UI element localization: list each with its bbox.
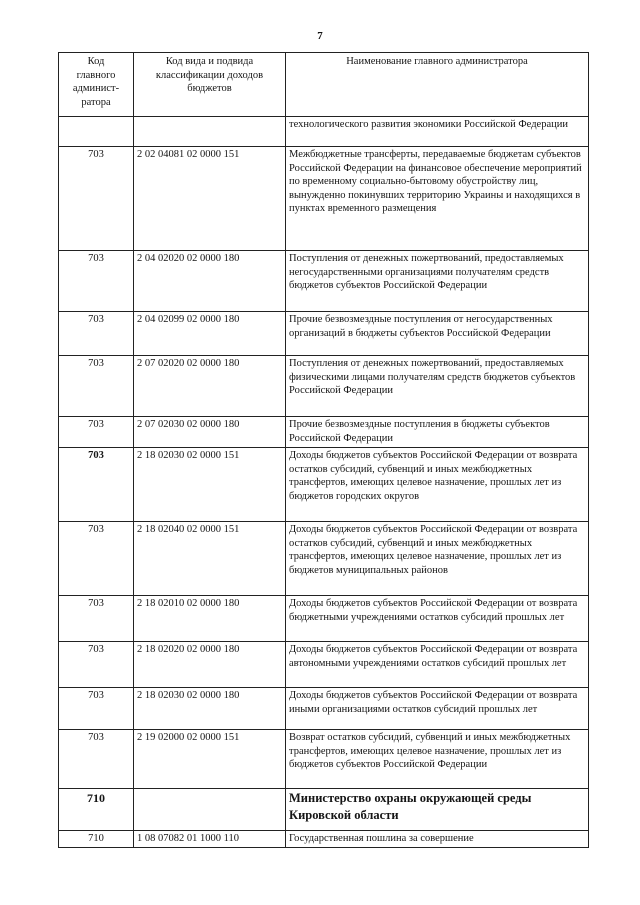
- header-admin-name: Наименование главного администратора: [286, 53, 589, 117]
- page-number: 7: [317, 30, 323, 42]
- revenue-code-cell: 2 18 02030 02 0000 151: [134, 448, 286, 522]
- revenue-code-cell: 2 18 02040 02 0000 151: [134, 522, 286, 596]
- ministry-row: [59, 789, 589, 831]
- admin-code-cell: 703: [59, 730, 134, 789]
- header-revenue-code: Код вида и подвида классификации доходов бюджетов: [134, 53, 286, 117]
- admin-code-cell: 703: [59, 356, 134, 417]
- admin-name-cell: Возврат остатков субсидий, субвенций и иных межбюджетных трансфертов, имеющих целевое назначение, прошлых лет из бюджетов субъектов Российской Федерации: [286, 730, 589, 789]
- table-row: [59, 117, 589, 147]
- admin-name-cell: Поступления от денежных пожертвований, предоставляемых физическими лицами получателям средств бюджетов субъектов Российской Федерации: [286, 356, 589, 417]
- ministry-code-cell: 710: [59, 789, 134, 831]
- admin-code-cell: 703: [59, 522, 134, 596]
- admin-code-cell: [59, 117, 134, 147]
- table-row: [59, 448, 589, 522]
- table-row: [59, 522, 589, 596]
- table-row: [59, 356, 589, 417]
- admin-name-cell: технологического развития экономики Российской Федерации: [286, 117, 589, 147]
- table-row: [59, 596, 589, 642]
- revenue-code-cell: 2 19 02000 02 0000 151: [134, 730, 286, 789]
- revenue-code-cell: 2 02 04081 02 0000 151: [134, 147, 286, 251]
- admin-code-cell: 703: [59, 417, 134, 448]
- admin-code-cell: 703: [59, 448, 134, 522]
- revenue-code-cell: 2 07 02030 02 0000 180: [134, 417, 286, 448]
- admin-name-cell: Прочие безвозмездные поступления от негосударственных организаций в бюджеты субъектов Российской Федерации: [286, 312, 589, 356]
- admin-name-cell: Доходы бюджетов субъектов Российской Федерации от возврата остатков субсидий, субвенций и иных межбюджетных трансфертов, имеющих целевое назначение, прошлых лет из бюджетов муниципальных районов: [286, 522, 589, 596]
- admin-code-cell: 703: [59, 688, 134, 730]
- admin-code-cell: 710: [59, 831, 134, 848]
- table-row: [59, 730, 589, 789]
- admin-name-cell: Межбюджетные трансферты, передаваемые бюджетам субъектов Российской Федерации на финансовое обеспечение мероприятий по временному социально-бытовому обустройству лиц, вынужденно покинувших территорию Украины и находящихся в пунктах временного размещения: [286, 147, 589, 251]
- revenue-code-cell: 1 08 07082 01 1000 110: [134, 831, 286, 848]
- revenue-code-cell: [134, 117, 286, 147]
- table-header-row: [59, 53, 589, 117]
- revenue-code-cell: 2 18 02020 02 0000 180: [134, 642, 286, 688]
- table-row: [59, 831, 589, 848]
- table-row: [59, 312, 589, 356]
- revenue-code-cell: 2 04 02020 02 0000 180: [134, 251, 286, 312]
- admin-name-cell: Поступления от денежных пожертвований, предоставляемых негосударственными организациями получателям средств бюджетов субъектов Российской Федерации: [286, 251, 589, 312]
- revenue-code-cell: 2 04 02099 02 0000 180: [134, 312, 286, 356]
- table-row: [59, 251, 589, 312]
- table-row: [59, 147, 589, 251]
- revenue-code-cell: 2 07 02020 02 0000 180: [134, 356, 286, 417]
- header-admin-code: Код главного админист-ратора: [59, 53, 134, 117]
- admin-code-cell: 703: [59, 642, 134, 688]
- admin-name-cell: Доходы бюджетов субъектов Российской Федерации от возврата автономными учреждениями остатков субсидий прошлых лет: [286, 642, 589, 688]
- table-row: [59, 642, 589, 688]
- admin-code-cell: 703: [59, 251, 134, 312]
- admin-name-cell: Доходы бюджетов субъектов Российской Федерации от возврата иными организациями остатков субсидий прошлых лет: [286, 688, 589, 730]
- revenue-code-cell: 2 18 02010 02 0000 180: [134, 596, 286, 642]
- revenue-code-cell: 2 18 02030 02 0000 180: [134, 688, 286, 730]
- admin-name-cell: Доходы бюджетов субъектов Российской Федерации от возврата остатков субсидий, субвенций и иных межбюджетных трансфертов, имеющих целевое назначение, прошлых лет из бюджетов городских округов: [286, 448, 589, 522]
- admin-name-cell: Прочие безвозмездные поступления в бюджеты субъектов Российской Федерации: [286, 417, 589, 448]
- admin-name-cell: Доходы бюджетов субъектов Российской Федерации от возврата бюджетными учреждениями остатков субсидий прошлых лет: [286, 596, 589, 642]
- admin-name-cell: Государственная пошлина за совершение: [286, 831, 589, 848]
- table-row: [59, 417, 589, 448]
- table-row: [59, 688, 589, 730]
- ministry-revenue-code-cell: [134, 789, 286, 831]
- admin-code-cell: 703: [59, 147, 134, 251]
- ministry-name-cell: Министерство охраны окружающей среды Кировской области: [286, 789, 589, 831]
- administrators-table: [58, 52, 589, 848]
- admin-code-cell: 703: [59, 312, 134, 356]
- admin-code-cell: 703: [59, 596, 134, 642]
